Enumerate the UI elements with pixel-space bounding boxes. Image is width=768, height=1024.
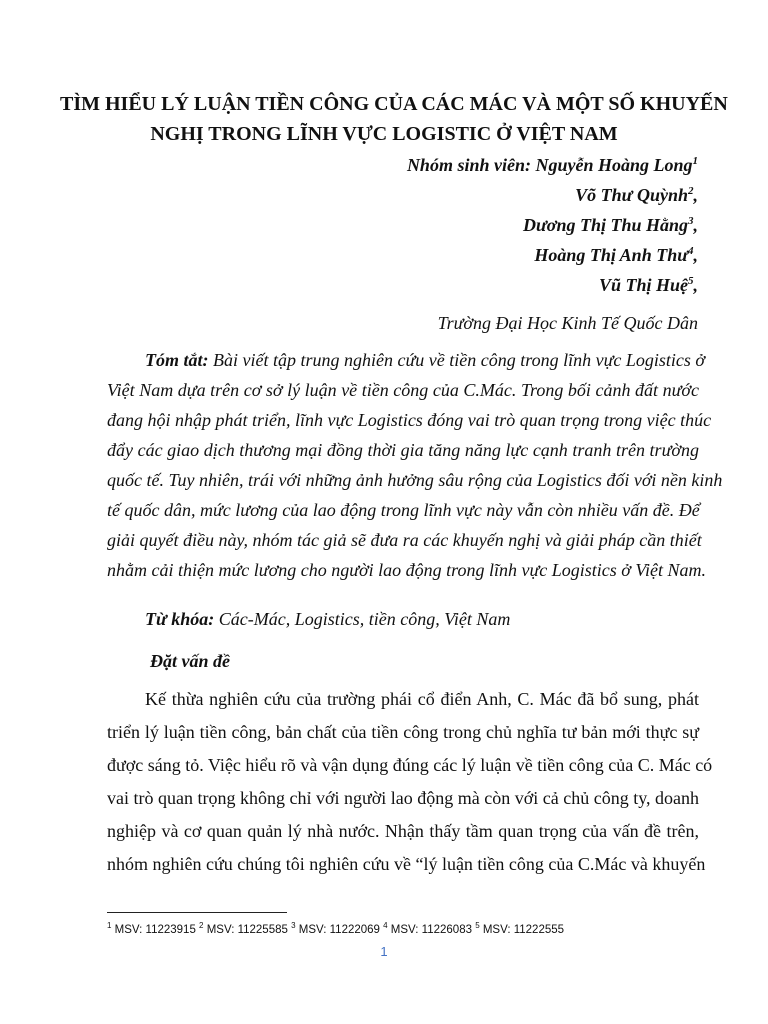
footnote-mark: 3 [291,921,296,930]
abstract-line: quốc tế. Tuy nhiên, trái với những ảnh hưởng sâu rộng của Logistics đối với nền kinh [107,470,723,490]
author-name: Võ Thư Quỳnh [575,185,688,205]
abstract-line: giải quyết điều này, nhóm tác giả sẽ đưa ra các khuyến nghị và giải pháp cần thiết [107,530,702,550]
abstract-line [107,345,705,375]
affiliation: Trường Đại Học Kinh Tế Quốc Dân [437,313,698,333]
author-footnote-mark: 1 [692,155,698,167]
author-line-4 [407,240,698,270]
title-line-1: TÌM HIỂU LÝ LUẬN TIỀN CÔNG CỦA CÁC MÁC VÀ MỘT SỐ KHUYẾN [60,93,728,115]
author-footnote-mark: 3 [688,215,694,227]
body-line: được sáng tỏ. Việc hiểu rõ và vận dụng đúng các lý luận về tiền công của C. Mác có [107,755,713,775]
abstract-line: tế quốc dân, mức lương của lao động trong lĩnh vực này vẫn còn nhiều vấn đề. Để [107,500,700,520]
author-footnote-mark: 4 [688,245,694,257]
keywords-label: Từ khóa: [145,609,215,629]
title-line-2: NGHỊ TRONG LĨNH VỰC LOGISTIC Ở VIỆT NAM [150,123,618,145]
footnote-text: MSV: 11226083 [387,923,476,936]
author-suffix: , [693,185,698,205]
footnote-mark: 4 [383,921,388,930]
abstract-text: Bài viết tập trung nghiên cứu về tiền công trong lĩnh vực Logistics ở [208,350,705,370]
author-suffix: , [693,275,698,295]
authors-prefix: Nhóm sinh viên: [406,155,536,175]
footnote-text: MSV: 11225585 [203,923,292,936]
footnote-mark: 2 [199,921,204,930]
author-suffix: , [693,245,698,265]
body-line: triển lý luận tiền công, bản chất của tiền công trong chủ nghĩa tư bản mới thực sự [107,722,699,742]
author-name: Hoàng Thị Anh Thư [534,245,688,265]
body-line: nhóm nghiên cứu chúng tôi nghiên cứu về “lý luận tiền công của C.Mác và khuyến [107,854,706,874]
section-heading: Đặt vấn đề [150,651,230,671]
abstract-line: đang hội nhập phát triển, lĩnh vực Logistics đóng vai trò quan trọng trong việc thúc [107,410,712,430]
keywords [145,604,510,634]
author-suffix: , [693,215,698,235]
author-line-2 [407,180,698,210]
footnote-text: MSV: 11223915 [111,923,200,936]
author-footnote-mark: 2 [688,185,694,197]
keywords-text: Các-Mác, Logistics, tiền công, Việt Nam [214,609,511,629]
body-line: Kế thừa nghiên cứu của trường phái cổ điển Anh, C. Mác đã bổ sung, phát [145,689,699,709]
abstract-line: nhằm cải thiện mức lương cho người lao động trong lĩnh vực Logistics ở Việt Nam. [107,560,707,580]
author-name: Nguyễn Hoàng Long [535,155,693,175]
footnote-separator [107,912,287,913]
abstract-line: Việt Nam dựa trên cơ sở lý luận về tiền công của C.Mác. Trong bối cảnh đất nước [107,380,699,400]
author-name: Vũ Thị Huệ [598,275,688,295]
abstract [107,345,723,585]
footnote-text: MSV: 11222555 [479,923,565,936]
footnote-mark: 1 [107,921,112,930]
body-line: vai trò quan trọng không chỉ với người lao động mà còn với cả chủ công ty, doanh [107,788,700,808]
footnote [107,918,564,938]
author-list [407,150,698,300]
author-line-3 [407,210,698,240]
abstract-label: Tóm tắt: [145,350,209,370]
body-paragraph [107,683,713,881]
footnote-text: MSV: 11222069 [295,923,384,936]
author-name: Dương Thị Thu Hằng [523,215,688,235]
footnote-mark: 5 [475,921,480,930]
body-line: nghiệp và cơ quan quản lý nhà nước. Nhận thấy tầm quan trọng của vấn đề trên, [107,821,699,841]
author-line-1 [407,150,698,180]
author-line-5 [407,270,698,300]
abstract-line: đẩy các giao dịch thương mại đồng thời gia tăng năng lực cạnh tranh trên trường [107,440,699,460]
author-footnote-mark: 5 [688,275,694,287]
page-number: 1 [380,944,388,959]
